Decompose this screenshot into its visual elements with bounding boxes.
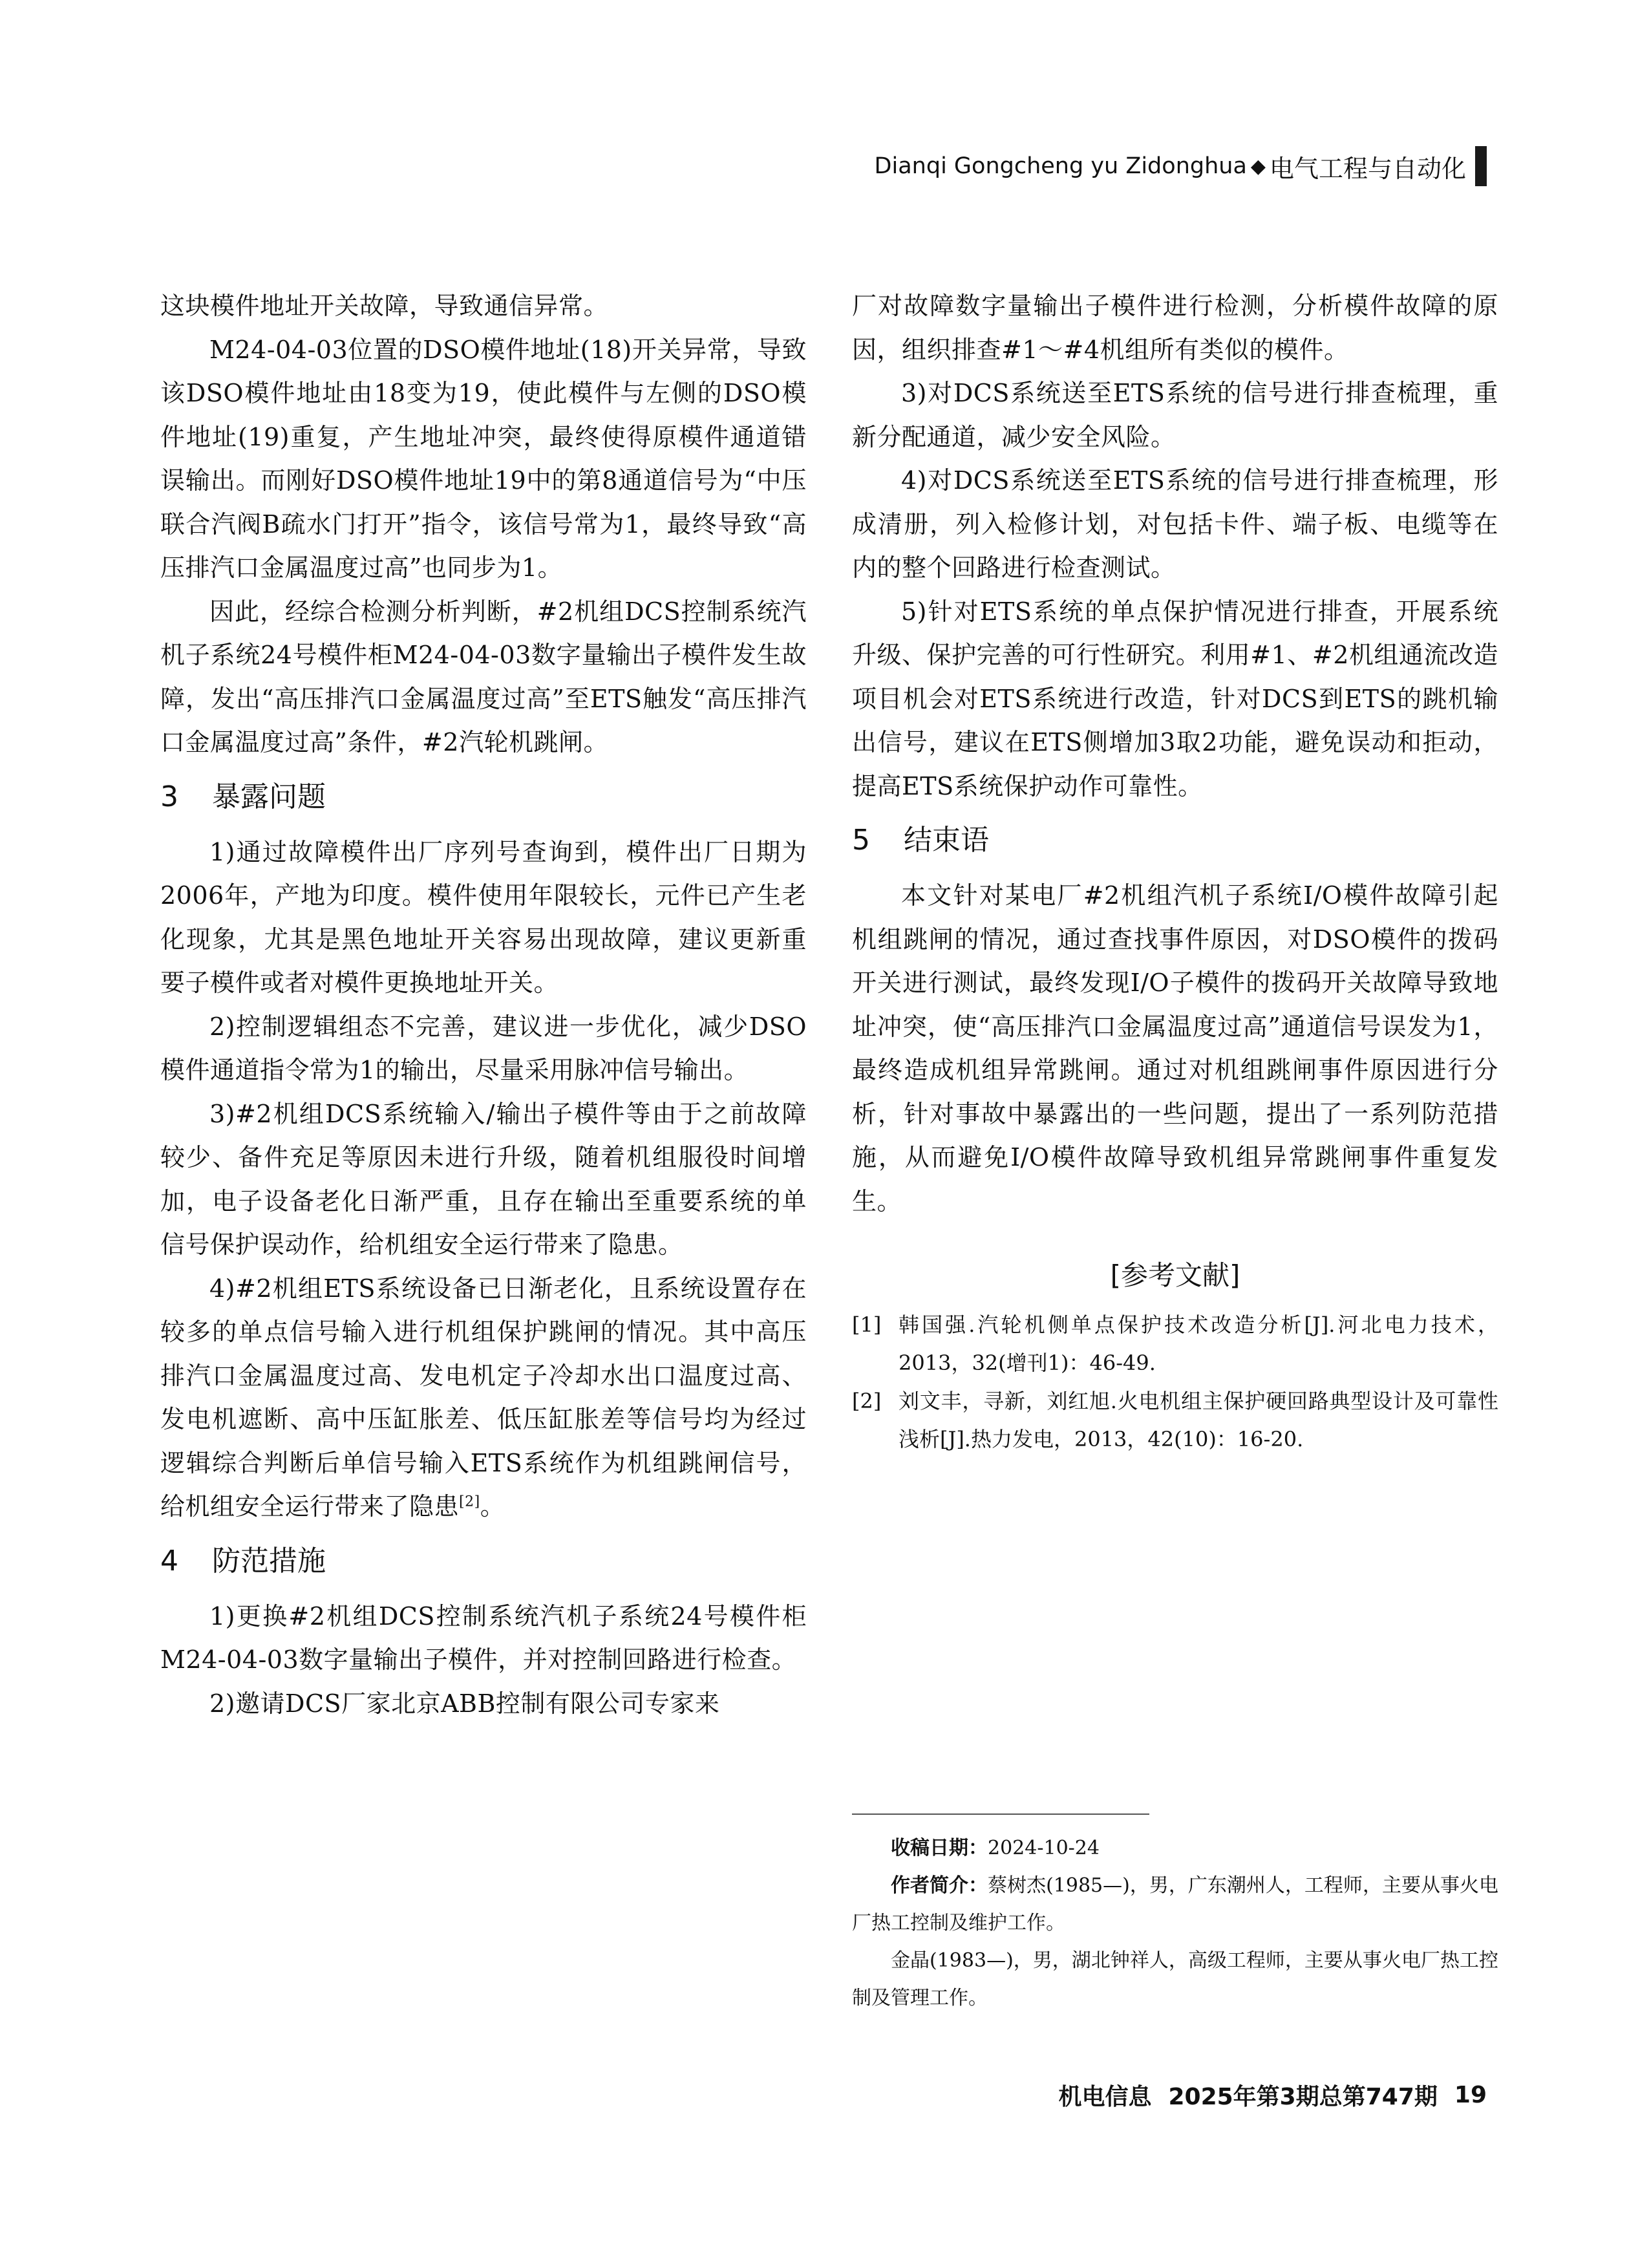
section-heading-4 — [160, 1542, 807, 1581]
paragraph: 2)邀请DCS厂家北京ABB控制有限公司专家来 — [209, 1689, 720, 1718]
section-number: 4 — [160, 1544, 178, 1578]
received-value: 2024-10-24 — [988, 1837, 1100, 1859]
paragraph: 5)针对ETS系统的单点保护情况进行排查，开展系统升级、保护完善的可行性研究。利用#1、#2机组通流改造项目机会对ETS系统进行改造，针对DCS到ETS的跳机输出信号，建议在ETS侧增加3取2功能，避免误动和拒动，提高ETS系统保护动作可靠性。 — [852, 597, 1498, 800]
paragraph: 4)对DCS系统送至ETS系统的信号进行排查梳理，形成清册，列入检修计划，对包括卡件、端子板、电缆等在内的整个回路进行检查测试。 — [852, 466, 1498, 582]
running-header — [853, 144, 1487, 189]
footnotes — [852, 1830, 1498, 2017]
section-number: 3 — [160, 780, 178, 813]
header-title: 电气工程与自动化 — [1269, 154, 1466, 183]
paragraph: 3)#2机组DCS系统输入/输出子模件等由于之前故障较少、备件充足等原因未进行升级，随着机组服役时间增加，电子设备老化日渐严重，且存在输出至重要系统的单信号保护误动作，给机组安全运行带来了隐患。 — [160, 1099, 807, 1259]
paragraph-text: 4)#2机组ETS系统设备已日渐老化，且系统设置存在较多的单点信号输入进行机组保护跳闸的情况。其中高压排汽口金属温度过高、发电机定子冷却水出口温度过高、发电机遮断、高中压缸胀差、低压缸胀差等信号均为经过逻辑综合判断后单信号输入ETS系统作为机组跳闸信号，给机组安全运行带来了隐患 — [160, 1274, 807, 1521]
left-column — [160, 284, 807, 1726]
section-title: 防范措施 — [212, 1544, 326, 1578]
paragraph: 3)对DCS系统送至ETS系统的信号进行排查梳理，重新分配通道，减少安全风险。 — [852, 379, 1498, 451]
received-date — [852, 1830, 1498, 1867]
paragraph: 这块模件地址开关故障，导致通信异常。 — [160, 292, 609, 320]
reference-text: 刘文丰，寻新，刘红旭.火电机组主保护硬回路典型设计及可靠性浅析[J].热力发电，2013，42(10)：16-20. — [899, 1389, 1498, 1451]
reference-number: [1] — [852, 1312, 882, 1337]
footnote-divider — [852, 1813, 1149, 1815]
author-bio — [852, 1867, 1498, 1942]
page-footer — [853, 2075, 1487, 2114]
reference-text: 韩国强.汽轮机侧单点保护技术改造分析[J].河北电力技术，2013，32(增刊1)：46-49. — [899, 1312, 1498, 1375]
right-column — [852, 284, 1498, 1459]
paragraph — [160, 1267, 807, 1529]
reference-number: [2] — [852, 1389, 882, 1413]
received-label: 收稿日期： — [891, 1837, 988, 1859]
reference-item — [852, 1306, 1498, 1382]
paragraph: 本文针对某电厂#2机组汽机子系统I/O模件故障引起机组跳闸的情况，通过查找事件原因，对DSO模件的拨码开关进行测试，最终发现I/O子模件的拨码开关故障导致地址冲突，使“高压排汽口金属温度过高”通道信号误发为1，最终造成机组异常跳闸。通过对机组跳闸事件原因进行分析，针对事故中暴露出的一些问题，提出了一系列防范措施，从而避免I/O模件故障导致机组异常跳闸事件重复发生。 — [852, 881, 1498, 1215]
header-pinyin: Dianqi Gongcheng yu Zidonghua — [874, 153, 1247, 179]
paragraph: 2)控制逻辑组态不完善，建议进一步优化，减少DSO模件通道指令常为1的输出，尽量采用脉冲信号输出。 — [160, 1012, 807, 1084]
issue-info: 2025年第3期总第747期 — [1168, 2083, 1438, 2110]
reference-item — [852, 1382, 1498, 1459]
author-label: 作者简介： — [891, 1874, 988, 1897]
paragraph-end: 。 — [480, 1492, 505, 1521]
paragraph: 厂对故障数字量输出子模件进行检测，分析模件故障的原因，组织排查#1～#4机组所有类似的模件。 — [852, 292, 1498, 364]
section-title: 暴露问题 — [212, 780, 326, 813]
section-heading-3 — [160, 778, 807, 817]
header-bar — [1475, 146, 1487, 186]
section-number: 5 — [852, 824, 870, 857]
paragraph: 1)更换#2机组DCS控制系统汽机子系统24号模件柜M24-04-03数字量输出子模件，并对控制回路进行检查。 — [160, 1601, 807, 1674]
diamond-icon: ◆ — [1250, 155, 1266, 178]
paragraph: 因此，经综合检测分析判断，#2机组DCS控制系统汽机子系统24号模件柜M24-04-03数字量输出子模件发生故障，发出“高压排汽口金属温度过高”至ETS触发“高压排汽口金属温度过高”条件，#2汽轮机跳闸。 — [160, 597, 807, 756]
citation-ref: [2] — [459, 1493, 480, 1510]
author-1: 蔡树杰(1985—)，男，广东潮州人，工程师，主要从事火电厂热工控制及维护工作。 — [852, 1874, 1498, 1934]
section-title: 结束语 — [904, 824, 989, 857]
page-number: 19 — [1454, 2081, 1487, 2108]
paragraph: M24-04-03位置的DSO模件地址(18)开关异常，导致该DSO模件地址由18变为19，使此模件与左侧的DSO模件地址(19)重复，产生地址冲突，最终使得原模件通道错误输出。而刚好DSO模件地址19中的第8通道信号为“中压联合汽阀B疏水门打开”指令，该信号常为1，最终导致“高压排汽口金属温度过高”也同步为1。 — [160, 335, 807, 582]
author-2: 金晶(1983—)，男，湖北钟祥人，高级工程师，主要从事火电厂热工控制及管理工作。 — [852, 1949, 1498, 2009]
paragraph: 1)通过故障模件出厂序列号查询到，模件出厂日期为2006年，产地为印度。模件使用年限较长，元件已产生老化现象，尤其是黑色地址开关容易出现故障，建议更新重要子模件或者对模件更换地址开关。 — [160, 837, 807, 997]
journal-name: 机电信息 — [1058, 2083, 1152, 2110]
section-heading-5 — [852, 821, 1498, 860]
references-title: [参考文献] — [1110, 1259, 1240, 1291]
